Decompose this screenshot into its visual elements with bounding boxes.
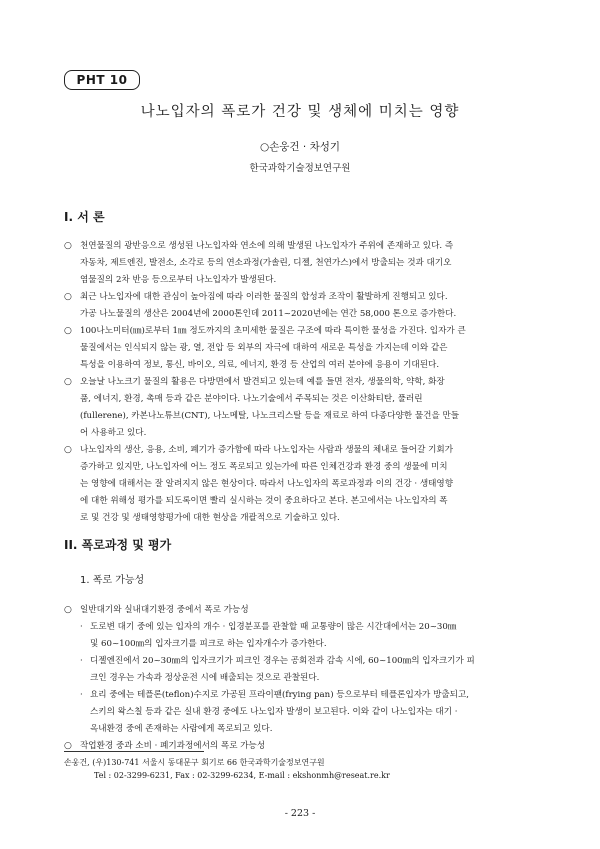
session-code-badge: PHT 10 — [64, 70, 140, 90]
bullet-circle-icon: ○ — [64, 326, 72, 336]
authors: ○손웅건 · 차성기 — [259, 141, 341, 153]
bullet-line: 증가하고 있지만, 나노입자에 어느 정도 폭로되고 있는가에 따른 인체건강과 환경 중의 생물에 미치 — [80, 462, 448, 472]
footnote-divider — [64, 751, 204, 752]
bullet-line: 어 사용하고 있다. — [80, 428, 147, 438]
bullet-line: 로 및 건강 및 생태영향평가에 대한 현상을 개괄적으로 기술하고 있다. — [80, 513, 340, 523]
bullet-line: 물질에서는 인식되지 않는 광, 열, 전압 등 외부의 자극에 대하여 새로운 특성을 가지는데 이와 같은 — [80, 343, 448, 353]
intro-bullet — [64, 374, 548, 442]
bullet-line: 특성을 이용하여 정보, 통신, 바이오, 의료, 에너지, 환경 등 산업의 여러 분야에 응용이 기대된다. — [80, 360, 440, 370]
intro-bullet — [64, 323, 548, 374]
affiliation: 한국과학기술정보연구원 — [249, 163, 351, 174]
footnote-contact: Tel : 02-3299-6231, Fax : 02-3299-6234, E-mail : ekshonmh@reseat.re.kr — [94, 771, 390, 780]
middle-dot-icon: · — [80, 622, 83, 632]
dot-line: 및 60~100㎚의 입자크기를 피크로 하는 입자개수가 증가한다. — [90, 639, 327, 649]
bullet-line: 일반대기와 실내대기환경 중에서 폭로 가능성 — [80, 605, 249, 615]
bullet-line: 품, 에너지, 환경, 촉매 등과 같은 분야이다. 나노기술에서 주목되는 것은 이산화티탄, 풀러린 — [80, 394, 423, 404]
subsection-heading: 1. 폭로 가능성 — [80, 575, 145, 586]
dot-line: 옥내환경 중에 존재하는 사람에게 폭로되고 있다. — [90, 724, 273, 734]
bullet-line: 염물질의 2차 반응 등으로부터 나노입자가 발생된다. — [80, 275, 277, 285]
exposure-dot-item — [64, 687, 548, 738]
bullet-line: 가공 나노물질의 생산은 2004년에 2000톤인데 2011~2020년에는 연간 58,000 톤으로 증가한다. — [80, 309, 457, 319]
bullet-line: 100나노미터(㎚)로부터 1㎚ 정도까지의 초미세한 물질은 구조에 따라 특이한 물성을 가진다. 입자가 큰 — [80, 326, 466, 336]
middle-dot-icon: · — [80, 690, 83, 700]
dot-line: 도로변 대기 중에 있는 입자의 개수 · 입경분포를 관찰할 때 교통량이 많은 시간대에서는 20~30㎚ — [90, 622, 457, 632]
dot-line: 요리 중에는 테플론(teflon)수지로 가공된 프라이팬(frying pan) 등으로부터 테플론입자가 방출되고, — [90, 690, 470, 700]
middle-dot-icon: · — [80, 656, 83, 666]
bullet-line: (fullerene), 카본나노튜브(CNT), 나노메탈, 나노크리스탈 등을 재료로 하여 다종다양한 물건을 만들 — [80, 411, 460, 421]
bullet-circle-icon: ○ — [64, 741, 72, 751]
bullet-line: 에 대한 위해성 평가를 되도록이면 빨리 실시하는 것이 중요하다고 본다. 본고에서는 나노입자의 폭 — [80, 496, 448, 506]
bullet-line: 최근 나노입자에 대한 관심이 높아짐에 따라 이러한 물질의 합성과 조작이 활발하게 진행되고 있다. — [80, 292, 448, 302]
bullet-line: 천연물질의 광반응으로 생성된 나노입자와 연소에 의해 발생된 나노입자가 주위에 존재하고 있다. 즉 — [80, 241, 454, 251]
exposure-bullet — [64, 738, 548, 755]
exposure-dot-item — [64, 619, 548, 653]
page-number: - 223 - — [284, 808, 316, 819]
bullet-line: 는 영향에 대해서는 잘 알려지지 않은 현상이다. 따라서 나노입자의 폭로과정과 이의 건강 · 생태영향 — [80, 479, 454, 489]
paper-title: 나노입자의 폭로가 건강 및 생체에 미치는 영향 — [140, 104, 460, 120]
footnote-address: 손웅건, (우)130-741 서울시 동대문구 회기로 66 한국과학기술정보연구원 — [64, 758, 325, 767]
intro-bullet — [64, 289, 548, 323]
bullet-circle-icon: ○ — [64, 292, 72, 302]
bullet-circle-icon: ○ — [64, 241, 72, 251]
footnote — [64, 756, 390, 782]
bullet-line: 나노입자의 생산, 응용, 소비, 폐기가 증가함에 따라 나노입자는 사람과 생물의 체내로 들어갈 기회가 — [80, 445, 454, 455]
bullet-line: 자동차, 제트엔진, 발전소, 소각로 등의 연소과정(가솔린, 디젤, 천연가스)에서 방출되는 것과 대기오 — [80, 258, 452, 268]
bullet-circle-icon: ○ — [64, 605, 72, 615]
intro-bullet — [64, 238, 548, 289]
bullet-line: 작업환경 중과 소비 · 폐기과정에서의 폭로 가능성 — [80, 741, 266, 751]
intro-bullet — [64, 442, 548, 527]
bullet-circle-icon: ○ — [64, 445, 72, 455]
dot-line: 디젤엔진에서 20~30㎚의 입자크기가 피크인 경우는 공회전과 감속 시에, 60~100㎚의 입자크기가 피 — [90, 656, 475, 666]
section-heading-introduction: I. 서 론 — [64, 210, 105, 224]
exposure-body — [64, 602, 548, 755]
section-heading-exposure: II. 폭로과정 및 평가 — [64, 538, 172, 552]
dot-line: 스키의 왁스칠 등과 같은 실내 환경 중에도 나노입자 발생이 보고된다. 이와 같이 나노입자는 대기 · — [90, 707, 458, 717]
exposure-bullet — [64, 602, 548, 619]
dot-line: 크인 경우는 가속과 정상운전 시에 배출되는 것으로 관찰된다. — [90, 673, 320, 683]
exposure-dot-item — [64, 653, 548, 687]
bullet-line: 오늘날 나노크기 물질의 활용은 다방면에서 발견되고 있는데 예를 들면 전자, 생물의학, 약학, 화장 — [80, 377, 445, 387]
bullet-circle-icon: ○ — [64, 377, 72, 387]
introduction-body — [64, 238, 548, 527]
